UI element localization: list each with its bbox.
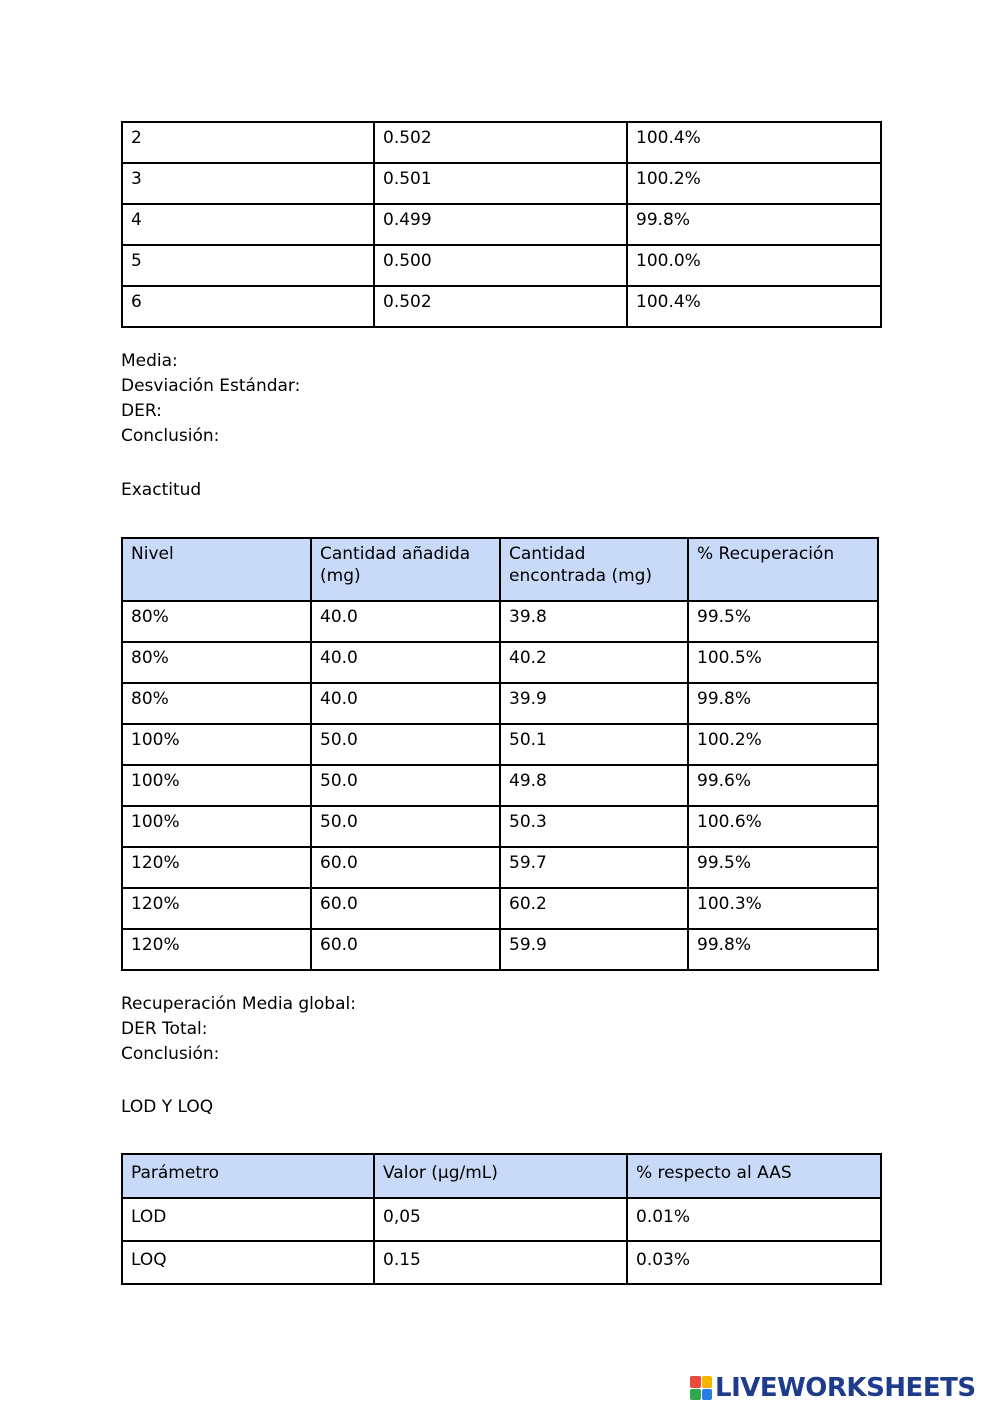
- table-cell: 0.499: [374, 204, 627, 245]
- table-cell: 50.1: [500, 724, 688, 765]
- column-header: Nivel: [122, 538, 311, 601]
- table-cell: 100.4%: [627, 286, 881, 327]
- lod-loq-table: [121, 1153, 882, 1285]
- media-label: Media:: [121, 351, 178, 371]
- table-cell: 5: [122, 245, 374, 286]
- table-row: [122, 163, 881, 204]
- conclusion-label: Conclusión:: [121, 426, 220, 446]
- table-cell: 0,05: [374, 1198, 627, 1241]
- table-row: [122, 683, 878, 724]
- logo-square-icon: [690, 1376, 701, 1388]
- table-cell: 0.501: [374, 163, 627, 204]
- table-cell: 100%: [122, 806, 311, 847]
- logo-square-icon: [702, 1389, 713, 1401]
- table-cell: 120%: [122, 847, 311, 888]
- table-cell: 40.0: [311, 601, 500, 642]
- column-header: % Recuperación: [688, 538, 878, 601]
- table-row: [122, 929, 878, 970]
- table-cell: 100.3%: [688, 888, 878, 929]
- table-row: [122, 1241, 881, 1284]
- column-header: % respecto al AAS: [627, 1154, 881, 1198]
- logo-text: LIVEWORKSHEETS: [715, 1373, 976, 1403]
- column-header: Valor (µg/mL): [374, 1154, 627, 1198]
- column-header: Parámetro: [122, 1154, 374, 1198]
- table-cell: 59.9: [500, 929, 688, 970]
- table-row: [122, 286, 881, 327]
- table-cell: 0.15: [374, 1241, 627, 1284]
- table-cell: 6: [122, 286, 374, 327]
- table-cell: 99.5%: [688, 601, 878, 642]
- precision-table: [121, 121, 882, 328]
- table-row: [122, 642, 878, 683]
- table-cell: 120%: [122, 929, 311, 970]
- recuperacion-media-label: Recuperación Media global:: [121, 994, 356, 1014]
- table-cell: 0.502: [374, 286, 627, 327]
- table-cell: 99.8%: [688, 929, 878, 970]
- table-row: [122, 724, 878, 765]
- table-cell: 60.2: [500, 888, 688, 929]
- table-cell: 40.2: [500, 642, 688, 683]
- table-cell: LOQ: [122, 1241, 374, 1284]
- table-cell: 100.2%: [627, 163, 881, 204]
- table-cell: 50.3: [500, 806, 688, 847]
- table-header-row: [122, 538, 878, 601]
- table-cell: 120%: [122, 888, 311, 929]
- table-cell: 100%: [122, 765, 311, 806]
- desviacion-label: Desviación Estándar:: [121, 376, 301, 396]
- der-total-label: DER Total:: [121, 1019, 208, 1039]
- logo-mark-icon: [690, 1376, 712, 1400]
- table-cell: 80%: [122, 601, 311, 642]
- conclusion-exactitud-label: Conclusión:: [121, 1044, 220, 1064]
- liveworksheets-logo: [690, 1372, 976, 1404]
- table-cell: 60.0: [311, 888, 500, 929]
- table-cell: 99.6%: [688, 765, 878, 806]
- table-cell: 80%: [122, 642, 311, 683]
- table-cell: 100.5%: [688, 642, 878, 683]
- exactitud-table: [121, 537, 879, 971]
- table-row: [122, 601, 878, 642]
- table-cell: 39.9: [500, 683, 688, 724]
- table-cell: 0.03%: [627, 1241, 881, 1284]
- table-cell: 39.8: [500, 601, 688, 642]
- table-cell: 2: [122, 122, 374, 163]
- table-cell: 0.502: [374, 122, 627, 163]
- exactitud-heading: Exactitud: [121, 480, 202, 500]
- table-cell: 50.0: [311, 724, 500, 765]
- table-cell: 100%: [122, 724, 311, 765]
- table-cell: LOD: [122, 1198, 374, 1241]
- table-cell: 50.0: [311, 806, 500, 847]
- table-row: [122, 888, 878, 929]
- lod-loq-heading: LOD Y LOQ: [121, 1097, 214, 1117]
- table-row: [122, 1198, 881, 1241]
- table-row: [122, 204, 881, 245]
- table-row: [122, 245, 881, 286]
- table-cell: 50.0: [311, 765, 500, 806]
- table-cell: 99.8%: [627, 204, 881, 245]
- table-cell: 60.0: [311, 929, 500, 970]
- table-row: [122, 765, 878, 806]
- logo-square-icon: [690, 1389, 701, 1401]
- logo-square-icon: [702, 1376, 713, 1388]
- column-header: Cantidad añadida (mg): [311, 538, 500, 601]
- table-cell: 3: [122, 163, 374, 204]
- table-row: [122, 122, 881, 163]
- table-cell: 4: [122, 204, 374, 245]
- table-cell: 0.01%: [627, 1198, 881, 1241]
- der-label: DER:: [121, 401, 162, 421]
- table-cell: 0.500: [374, 245, 627, 286]
- table-cell: 60.0: [311, 847, 500, 888]
- table-cell: 80%: [122, 683, 311, 724]
- table-header-row: [122, 1154, 881, 1198]
- table-cell: 59.7: [500, 847, 688, 888]
- table-cell: 49.8: [500, 765, 688, 806]
- table-cell: 100.0%: [627, 245, 881, 286]
- table-row: [122, 847, 878, 888]
- table-cell: 100.2%: [688, 724, 878, 765]
- table-cell: 100.4%: [627, 122, 881, 163]
- column-header: Cantidad encontrada (mg): [500, 538, 688, 601]
- table-cell: 40.0: [311, 642, 500, 683]
- table-cell: 99.5%: [688, 847, 878, 888]
- table-cell: 99.8%: [688, 683, 878, 724]
- table-cell: 40.0: [311, 683, 500, 724]
- table-cell: 100.6%: [688, 806, 878, 847]
- table-row: [122, 806, 878, 847]
